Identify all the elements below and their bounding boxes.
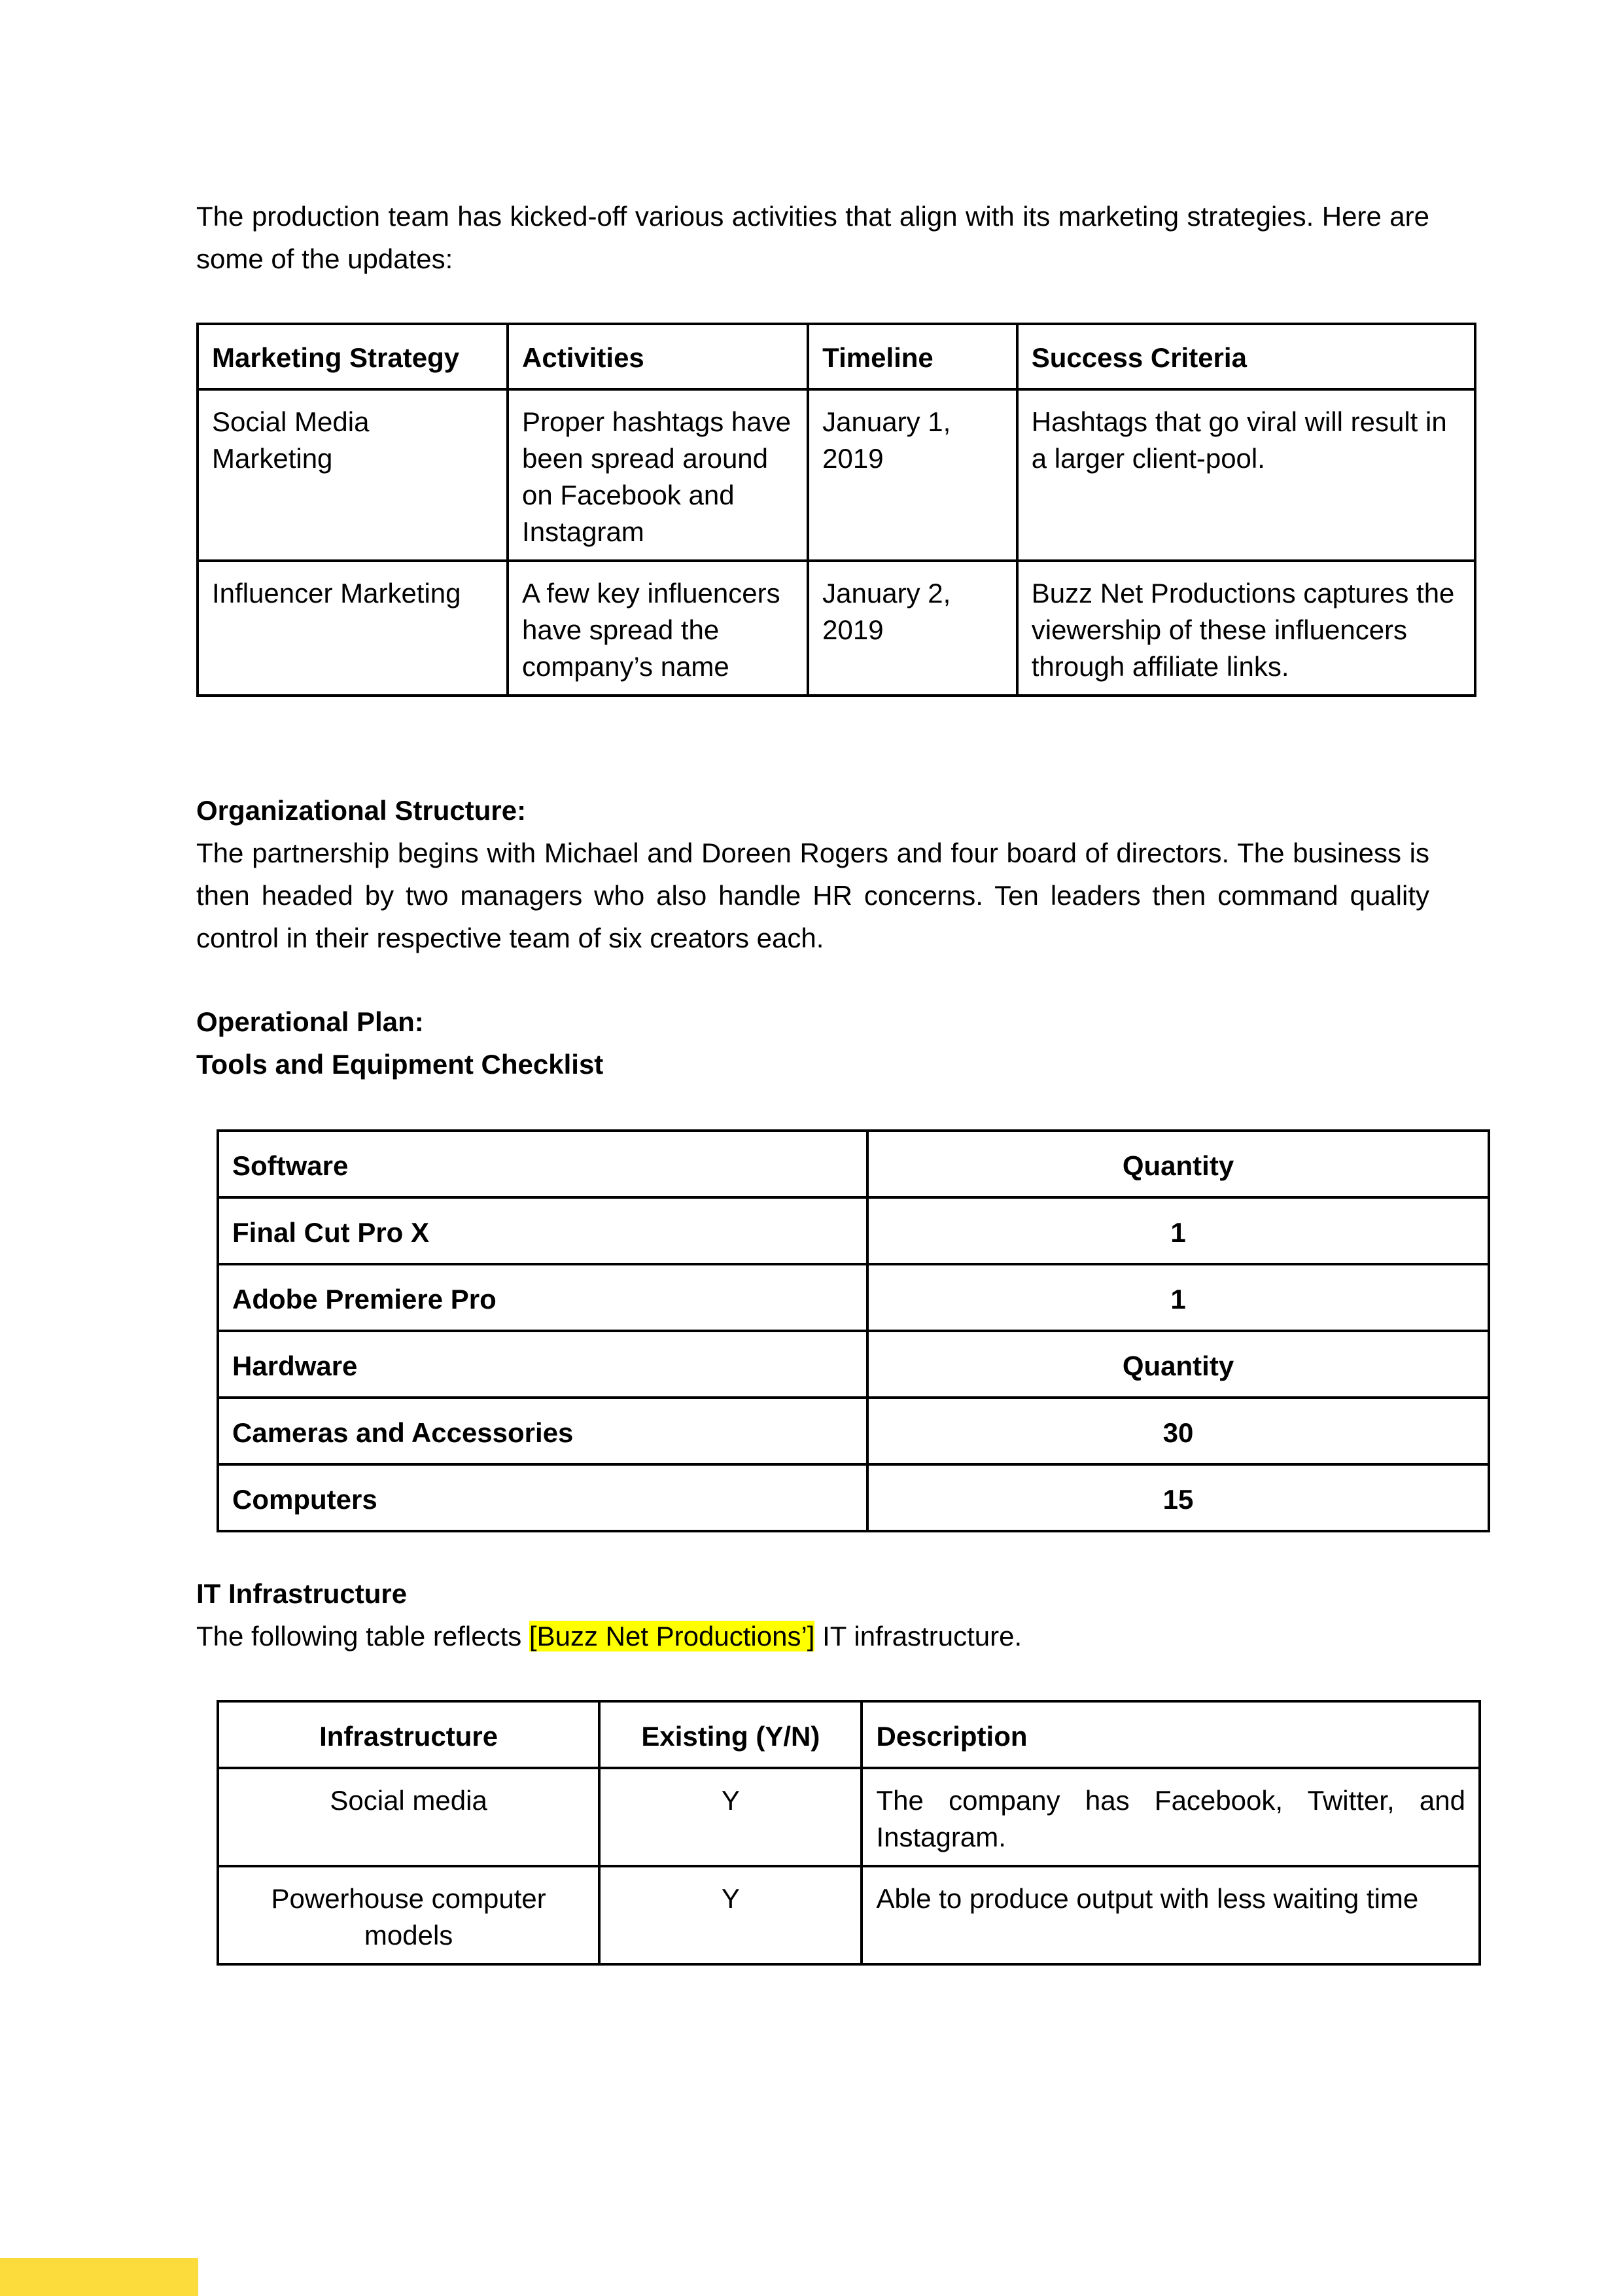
company-name-highlight: [Buzz Net Productions’] — [529, 1621, 815, 1651]
cell-quantity: 1 — [867, 1264, 1489, 1331]
it-infrastructure-table — [217, 1700, 1481, 1966]
tools-equipment-table — [217, 1129, 1490, 1532]
cell-success-criteria: Hashtags that go viral will result in a larger client-pool. — [1017, 389, 1475, 561]
header-existing: Existing (Y/N) — [599, 1701, 862, 1768]
cell-infrastructure: Powerhouse computer models — [218, 1866, 599, 1964]
intro-paragraph: The production team has kicked-off various activities that align with its marketing strategies. Here are some of the updates: — [196, 201, 1429, 274]
cell-success-criteria: Buzz Net Productions captures the viewership of these influencers through affiliate links. — [1017, 561, 1475, 696]
it-infrastructure-paragraph — [196, 1615, 1429, 1657]
marketing-strategy-table — [196, 323, 1476, 697]
cell-timeline: January 2, 2019 — [808, 561, 1017, 696]
cell-quantity: 30 — [867, 1398, 1489, 1464]
header-timeline: Timeline — [808, 324, 1017, 389]
header-success-criteria: Success Criteria — [1017, 324, 1475, 389]
table-row — [198, 389, 1475, 561]
table-header-row — [218, 1701, 1480, 1768]
cell-item: Hardware — [218, 1331, 867, 1398]
table-row — [218, 1331, 1489, 1398]
cell-item: Cameras and Accessories — [218, 1398, 867, 1464]
cell-existing: Y — [599, 1768, 862, 1866]
it-infrastructure-heading: IT Infrastructure — [196, 1578, 408, 1609]
cell-quantity: Quantity — [867, 1331, 1489, 1398]
header-description: Description — [862, 1701, 1480, 1768]
table-row — [218, 1131, 1489, 1197]
cell-quantity: Quantity — [867, 1131, 1489, 1197]
cell-timeline: January 1, 2019 — [808, 389, 1017, 561]
tools-checklist-heading: Tools and Equipment Checklist — [196, 1049, 604, 1080]
cell-quantity: 1 — [867, 1197, 1489, 1264]
cell-item: Computers — [218, 1464, 867, 1531]
cell-strategy: Influencer Marketing — [198, 561, 508, 696]
table-row — [198, 561, 1475, 696]
cell-description: Able to produce output with less waiting time — [862, 1866, 1480, 1964]
header-marketing-strategy: Marketing Strategy — [198, 324, 508, 389]
cell-item: Adobe Premiere Pro — [218, 1264, 867, 1331]
cell-item: Final Cut Pro X — [218, 1197, 867, 1264]
cell-quantity: 15 — [867, 1464, 1489, 1531]
table-row — [218, 1264, 1489, 1331]
table-row — [218, 1866, 1480, 1964]
cell-activities: A few key influencers have spread the company’s name — [508, 561, 808, 696]
table-row — [218, 1768, 1480, 1866]
cell-item: Software — [218, 1131, 867, 1197]
header-infrastructure: Infrastructure — [218, 1701, 599, 1768]
table-header-row — [198, 324, 1475, 389]
table-row — [218, 1398, 1489, 1464]
footer-accent-bar — [0, 2258, 198, 2296]
org-structure-heading: Organizational Structure: — [196, 795, 527, 826]
table-row — [218, 1197, 1489, 1264]
cell-infrastructure: Social media — [218, 1768, 599, 1866]
operational-plan-heading: Operational Plan: — [196, 1006, 424, 1037]
org-structure-paragraph: The partnership begins with Michael and Doreen Rogers and four board of directors. The business is then headed by two managers who also handle HR concerns. Ten leaders then command quality control in their respective team of six creators each. — [196, 838, 1429, 953]
it-text-after: IT infrastructure. — [814, 1621, 1022, 1651]
header-activities: Activities — [508, 324, 808, 389]
cell-strategy: Social Media Marketing — [198, 389, 508, 561]
table-row — [218, 1464, 1489, 1531]
cell-description: The company has Facebook, Twitter, and Instagram. — [862, 1768, 1480, 1866]
it-text-before: The following table reflects — [196, 1621, 529, 1651]
cell-activities: Proper hashtags have been spread around on Facebook and Instagram — [508, 389, 808, 561]
cell-existing: Y — [599, 1866, 862, 1964]
